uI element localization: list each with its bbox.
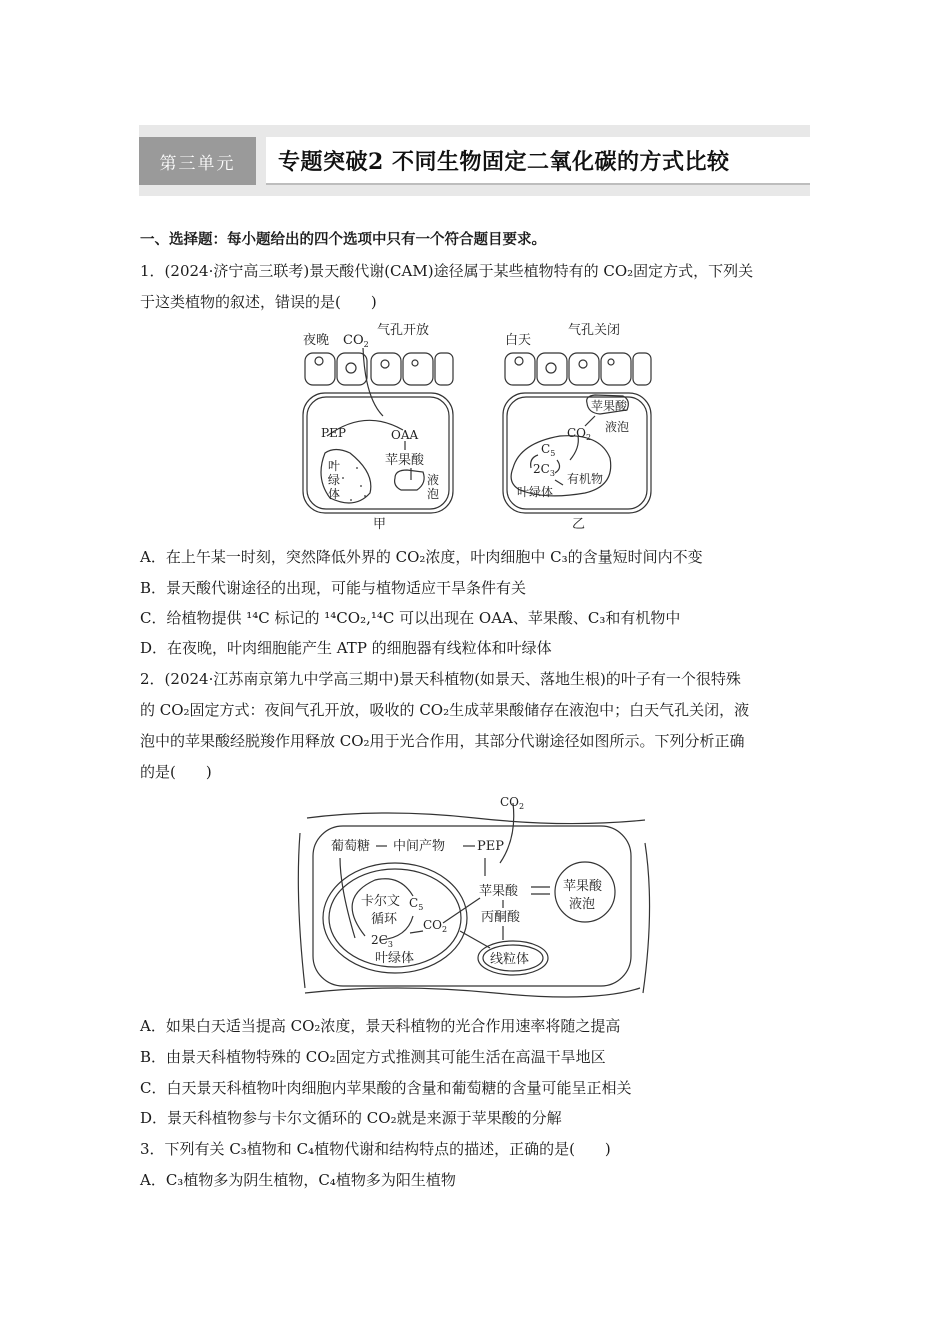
svg-text:叶: 叶 (328, 459, 341, 473)
q2-text-1: (2024·江苏南京第九中学高三期中)景天科植物(如景天、落地生根)的叶子有一个很特殊 (164, 670, 741, 688)
q1-option-b: B．景天酸代谢途径的出现，可能与植物适应干旱条件有关 (140, 579, 527, 597)
q2-option-a: A．如果白天适当提高 CO₂浓度，景天科植物的光合作用速率将随之提高 (140, 1017, 621, 1035)
q3-number: 3． (140, 1140, 165, 1158)
crassulacean-pathway-diagram (295, 788, 655, 1003)
svg-text:2C3: $2C_3$ (371, 933, 393, 949)
title-box (266, 137, 810, 185)
svg-text:卡尔文: 卡尔文 (361, 894, 401, 909)
svg-text:中间产物: 中间产物 (393, 839, 446, 854)
q1-option-d: D．在夜晚，叶肉细胞能产生 ATP 的细胞器有线粒体和叶绿体 (140, 639, 552, 657)
svg-text:绿: 绿 (328, 473, 341, 487)
q1-figure (295, 318, 655, 533)
svg-text:苹果酸: 苹果酸 (563, 879, 603, 894)
svg-text:气孔开放: 气孔开放 (377, 323, 430, 338)
q1-option-a: A．在上午某一时刻，突然降低外界的 CO₂浓度，叶肉细胞中 C₃的含量短时间内不变 (140, 548, 703, 566)
svg-text:叶绿体: 叶绿体 (517, 485, 554, 499)
svg-text:CO2: $CO_2$ (343, 333, 369, 349)
svg-text:液泡: 液泡 (569, 897, 596, 912)
q3-line-1 (140, 1139, 611, 1159)
q2-number: 2． (140, 670, 165, 688)
svg-text:叶绿体: 叶绿体 (375, 951, 415, 966)
cam-diagram (295, 318, 655, 533)
svg-text:PEP: PEP (477, 839, 504, 854)
svg-text:2C3: $2C_3$ (533, 462, 555, 478)
q2-line-4: 的是( ) (140, 763, 212, 781)
svg-text:C5: $C_5$ (409, 896, 424, 912)
svg-text:葡萄糖: 葡萄糖 (331, 839, 371, 854)
q2-option-b: B．由景天科植物特殊的 CO₂固定方式推测其可能生活在高温干旱地区 (140, 1048, 606, 1066)
q2-option-d: D．景天科植物参与卡尔文循环的 CO₂就是来源于苹果酸的分解 (140, 1109, 562, 1127)
q1-text-1: (2024·济宁高三联考)景天酸代谢(CAM)途径属于某些植物特有的 CO₂固定方式，下列关 (164, 262, 754, 280)
svg-text:C5: $C_5$ (541, 442, 556, 458)
svg-text:苹果酸: 苹果酸 (385, 453, 425, 468)
svg-text:CO2: $CO_2$ (567, 426, 592, 442)
svg-text:CO2: $CO_2$ (423, 918, 448, 934)
label-night: 夜晚 (303, 333, 330, 348)
svg-text:乙: 乙 (572, 517, 586, 532)
svg-text:线粒体: 线粒体 (490, 952, 530, 967)
q3-option-a: A．C₃植物多为阴生植物，C₄植物多为阳生植物 (140, 1171, 456, 1189)
svg-text:OAA: OAA (391, 428, 419, 442)
page-title: 专题突破2 不同生物固定二氧化碳的方式比较 (278, 148, 730, 175)
svg-text:液泡: 液泡 (605, 420, 630, 434)
svg-text:苹果酸: 苹果酸 (591, 399, 628, 413)
unit-label: 第三单元 (139, 137, 256, 185)
svg-text:丙酮酸: 丙酮酸 (481, 910, 521, 925)
q1-line-1 (140, 261, 753, 281)
section-heading: 一、选择题：每小题给出的四个选项中只有一个符合题目要求。 (140, 232, 546, 248)
q1-line-2: 于这类植物的叙述，错误的是( ) (140, 293, 377, 311)
svg-text:循环: 循环 (371, 912, 398, 927)
q1-option-c: C．给植物提供 ¹⁴C 标记的 ¹⁴CO₂,¹⁴C 可以出现在 OAA、苹果酸、C₃和有机物中 (140, 609, 681, 627)
svg-text:白天: 白天 (505, 333, 532, 348)
svg-text:气孔关闭: 气孔关闭 (568, 323, 621, 338)
svg-text:PEP: PEP (321, 426, 346, 440)
svg-text:体: 体 (328, 487, 341, 501)
svg-text:液: 液 (427, 473, 440, 487)
q1-number: 1． (140, 262, 165, 280)
q2-line-1 (140, 669, 741, 689)
q2-option-c: C．白天景天科植物叶肉细胞内苹果酸的含量和葡萄糖的含量可能呈正相关 (140, 1079, 632, 1097)
svg-text:泡: 泡 (427, 487, 440, 501)
svg-text:甲: 甲 (373, 517, 387, 532)
svg-text:有机物: 有机物 (567, 472, 604, 486)
q2-figure (295, 788, 655, 1003)
svg-text:苹果酸: 苹果酸 (479, 884, 519, 899)
q3-text-1: 下列有关 C₃植物和 C₄植物代谢和结构特点的描述，正确的是( ) (164, 1140, 611, 1158)
q2-line-3: 泡中的苹果酸经脱羧作用释放 CO₂用于光合作用，其部分代谢途径如图所示。下列分析正确 (140, 732, 745, 750)
q2-line-2: 的 CO₂固定方式：夜间气孔开放，吸收的 CO₂生成苹果酸储存在液泡中；白天气孔关闭，液 (140, 701, 750, 719)
svg-text:CO2: $CO_2$ (500, 795, 525, 811)
